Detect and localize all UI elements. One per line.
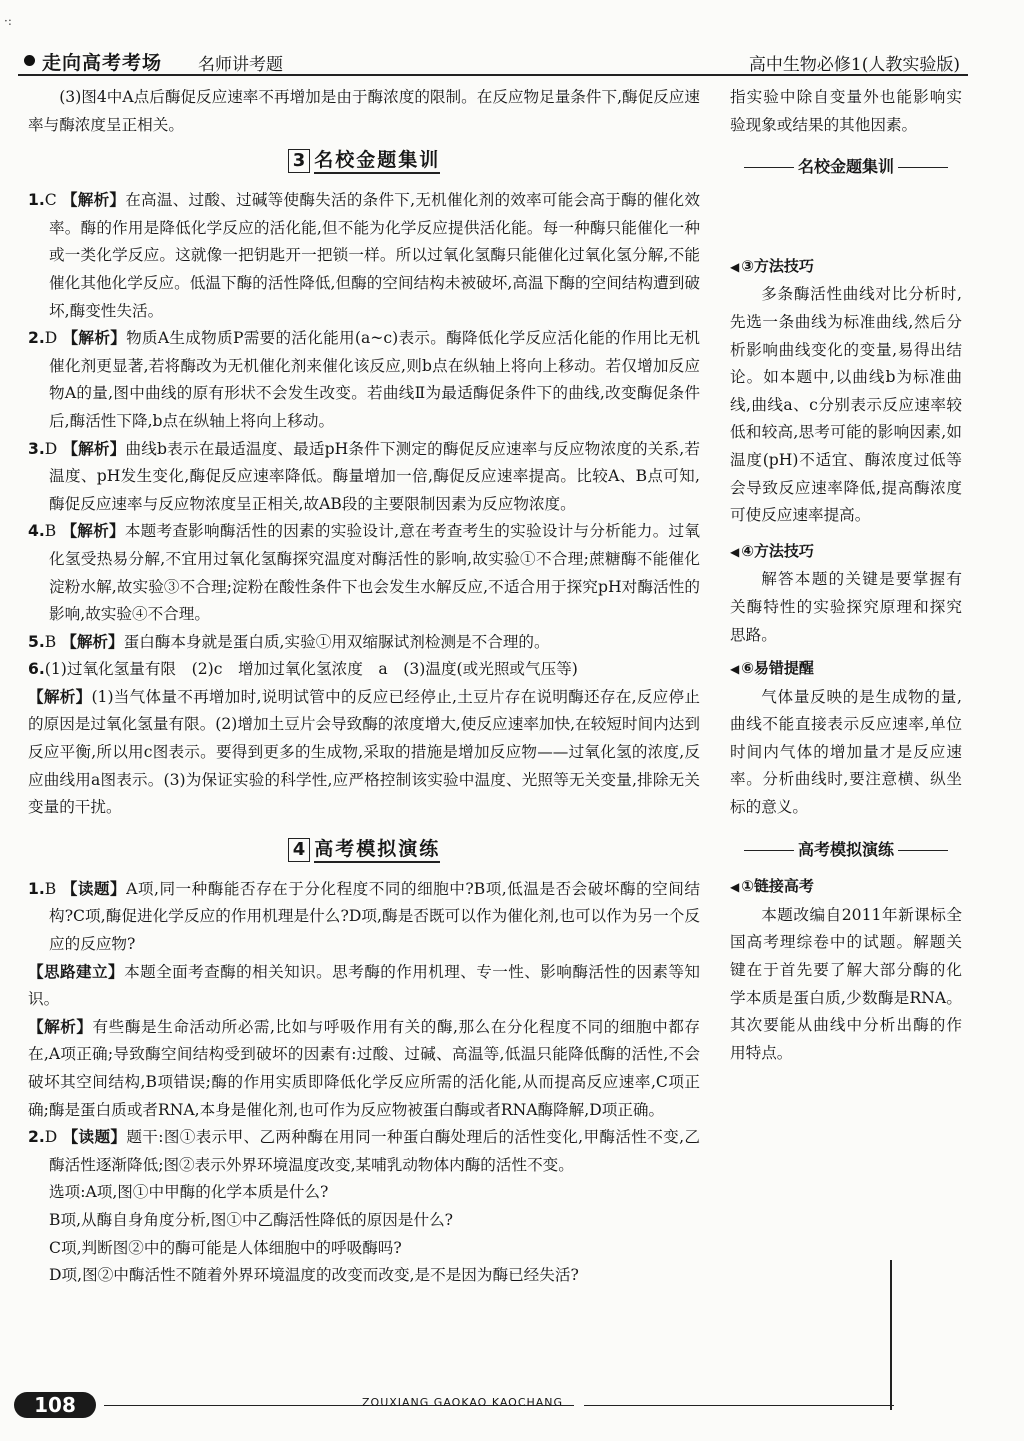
series-subtitle: 名师讲考题 bbox=[198, 55, 283, 75]
section-heading-4 bbox=[28, 836, 700, 870]
tip-text: 本题改编自2011年新课标全国高考理综卷中的试题。解题关键在于首先要了解大部分酶的化学本质是蛋白质,少数酶是RNA。其次要能从曲线中分析出酶的作用特点。 bbox=[730, 905, 962, 1062]
tip-heading: ◀ ①链接高考 bbox=[730, 877, 814, 896]
arrow-icon: ◀ bbox=[730, 259, 740, 274]
corner-mark: ·: bbox=[4, 14, 12, 28]
answer-item: 4.B 【解析】本题考查影响酶活性的因素的实验设计,意在考查考生的实验设计与分析能力。过氧化氢受热易分解,不宜用过氧化氢酶探究温度对酶活性的影响,故实验①不合理;蔗糖酶不能催化淀粉水解,故实验③不合理;淀粉在酸性条件下也会发生水解反应,不适合用于探究pH对酶活性的影响,故实验④不合理。 bbox=[28, 522, 700, 624]
answer-item: 6.(1)过氧化氢量有限 (2)c 增加过氧化氢浓度 a (3)温度(或光照或气压等) bbox=[28, 660, 578, 679]
answer-item: 3.D 【解析】曲线b表示在最适温度、最适pH条件下测定的酶促反应速率与反应物浓度的关系,若温度、pH发生变化,酶促反应速率降低。酶量增加一倍,酶促反应速率提高。比较A、B点可知,酶促反应速率与反应物浓度呈正相关,故AB段的主要限制因素为反应物浓度。 bbox=[28, 439, 700, 513]
arrow-icon: ◀ bbox=[730, 662, 740, 677]
option-line: B项,从酶自身角度分析,图①中乙酶活性降低的原因是什么? bbox=[49, 1210, 454, 1229]
analysis-paragraph: 【解析】(1)当气体量不再增加时,说明试管中的反应已经停止,土豆片存在说明酶还存在,反应停止的原因是过氧化氢量有限。(2)增加土豆片会导致酶的浓度增大,使反应速率加快,在较短时间内达到反应平衡,所以用c图表示。要得到更多的生成物,采取的措施是增加反应物——过氧化氢的浓度,反应曲线用a图表示。(3)为保证实验的科学性,应严格控制该实验中温度、光照等无关变量,排除无关变量的干扰。 bbox=[28, 687, 700, 817]
arrow-icon: ◀ bbox=[730, 544, 740, 559]
series-brand: 走向高考考场 bbox=[42, 52, 163, 74]
header-rule bbox=[18, 74, 968, 76]
margin-mark bbox=[890, 1260, 892, 1410]
tip-heading: ◀ ⑥易错提醒 bbox=[730, 659, 814, 678]
side-note-top: 指实验中除自变量外也能影响实验现象或结果的其他因素。 bbox=[730, 88, 962, 134]
answer-item: 5.B 【解析】蛋白酶本身就是蛋白质,实验①用双缩脲试剂检测是不合理的。 bbox=[28, 632, 550, 651]
side-divider: 高考模拟演练 bbox=[730, 836, 962, 864]
arrow-icon: ◀ bbox=[730, 880, 740, 895]
idea-paragraph: 【思路建立】本题全面考查酶的相关知识。思考酶的作用机理、专一性、影响酶活性的因素等知识。 bbox=[28, 962, 700, 1009]
answer-item: 2.D 【读题】题干:图①表示甲、乙两种酶在用同一种蛋白酶处理后的活性变化,甲酶活性不变,乙酶活性逐渐降低;图②表示外界环境温度改变,某哺乳动物体内酶的活性不变。 bbox=[28, 1128, 700, 1174]
option-line: C项,判断图②中的酶可能是人体细胞中的呼吸酶吗? bbox=[49, 1238, 402, 1257]
tip-text: 气体量反映的是生成物的量,曲线不能直接表示反应速率,单位时间内气体的增加量才是反应速率。分析曲线时,要注意横、纵坐标的意义。 bbox=[730, 687, 962, 817]
page-footer bbox=[14, 1392, 1014, 1422]
page-header bbox=[18, 46, 968, 76]
section-title: 名校金题集训 bbox=[314, 149, 440, 174]
option-line: 选项:A项,图①中甲酶的化学本质是什么? bbox=[49, 1183, 329, 1202]
tip-heading: ◀ ④方法技巧 bbox=[730, 541, 814, 560]
analysis-paragraph: 【解析】有些酶是生命活动所必需,比如与呼吸作用有关的酶,那么在分化程度不同的细胞中都存在,A项正确;导致酶空间结构受到破坏的因素有:过酸、过碱、高温等,低温只能降低酶的活性,不会破坏其空间结构,B项错误;酶的作用实质即降低化学反应所需的活化能,从而提高反应速率,C项正确;酶是蛋白质或者RNA,本身是催化剂,也可作为反应物被蛋白酶或者RNA酶降解,D项正确。 bbox=[28, 1017, 700, 1119]
answer-item: 1.C 【解析】在高温、过酸、过碱等使酶失活的条件下,无机催化剂的效率可能会高于酶的催化效率。酶的作用是降低化学反应的活化能,但不能为化学反应提供活化能。每一种酶只能催化一种或一类化学反应。这就像一把钥匙开一把锁一样。所以过氧化氢酶只能催化过氧化氢分解,不能催化其他化学反应。低温下酶的活性降低,但酶的空间结构未被破坏,高温下酶的空间结构遭到破坏,酶变性失活。 bbox=[28, 191, 700, 320]
answer-item: 1.B 【读题】A项,同一种酶能否存在于分化程度不同的细胞中?B项,低温是否会破坏酶的空间结构?C项,酶促进化学反应的作用机理是什么?D项,酶是否既可以作为催化剂,也可以作为另一个反应的反应物? bbox=[28, 879, 700, 954]
intro-paragraph: (3)图4中A点后酶促反应速率不再增加是由于酶浓度的限制。在反应物足量条件下,酶促反应速率与酶浓度呈正相关。 bbox=[28, 88, 700, 134]
tip-text: 解答本题的关键是要掌握有关酶特性的实验探究原理和探究思路。 bbox=[730, 570, 962, 644]
bullet-icon bbox=[24, 55, 35, 66]
footer-series: ZOUXIANG GAOKAO KAOCHANG bbox=[362, 1396, 564, 1409]
page-number: 108 bbox=[14, 1392, 96, 1418]
side-divider: 名校金题集训 bbox=[730, 153, 962, 181]
footer-rule bbox=[584, 1405, 894, 1406]
book-title: 高中生物必修1(人教实验版) bbox=[748, 55, 960, 75]
side-notes bbox=[730, 84, 962, 1067]
answer-item: 2.D 【解析】物质A生成物质P需要的活化能用(a~c)表示。酶降低化学反应活化能的作用比无机催化剂更显著,若将酶改为无机催化剂来催化该反应,则b点在纵轴上将向上移动。若仅增加反应物A的量,图中曲线的原有形状不会发生改变。若曲线Ⅱ为最适酶促条件下的曲线,改变酶促条件后,酶活性下降,b点在纵轴上将向上移动。 bbox=[28, 329, 700, 430]
option-line: D项,图②中酶活性不随着外界环境温度的改变而改变,是不是因为酶已经失活? bbox=[49, 1266, 579, 1285]
section-number: 4 bbox=[288, 838, 311, 862]
main-column bbox=[28, 84, 700, 1290]
tip-text: 多条酶活性曲线对比分析时,先选一条曲线为标准曲线,然后分析影响曲线变化的变量,易得出结论。如本题中,以曲线b为标准曲线,曲线a、c分别表示反应速率较低和较高,思考可能的影响因素,如温度(pH)不适宜、酶浓度过低等会导致反应速率降低,提高酶浓度可使反应速率提高。 bbox=[730, 285, 962, 525]
section-title: 高考模拟演练 bbox=[314, 838, 440, 863]
section-heading-3 bbox=[28, 147, 700, 181]
tip-heading: ◀ ③方法技巧 bbox=[730, 256, 814, 275]
section-number: 3 bbox=[288, 149, 311, 173]
